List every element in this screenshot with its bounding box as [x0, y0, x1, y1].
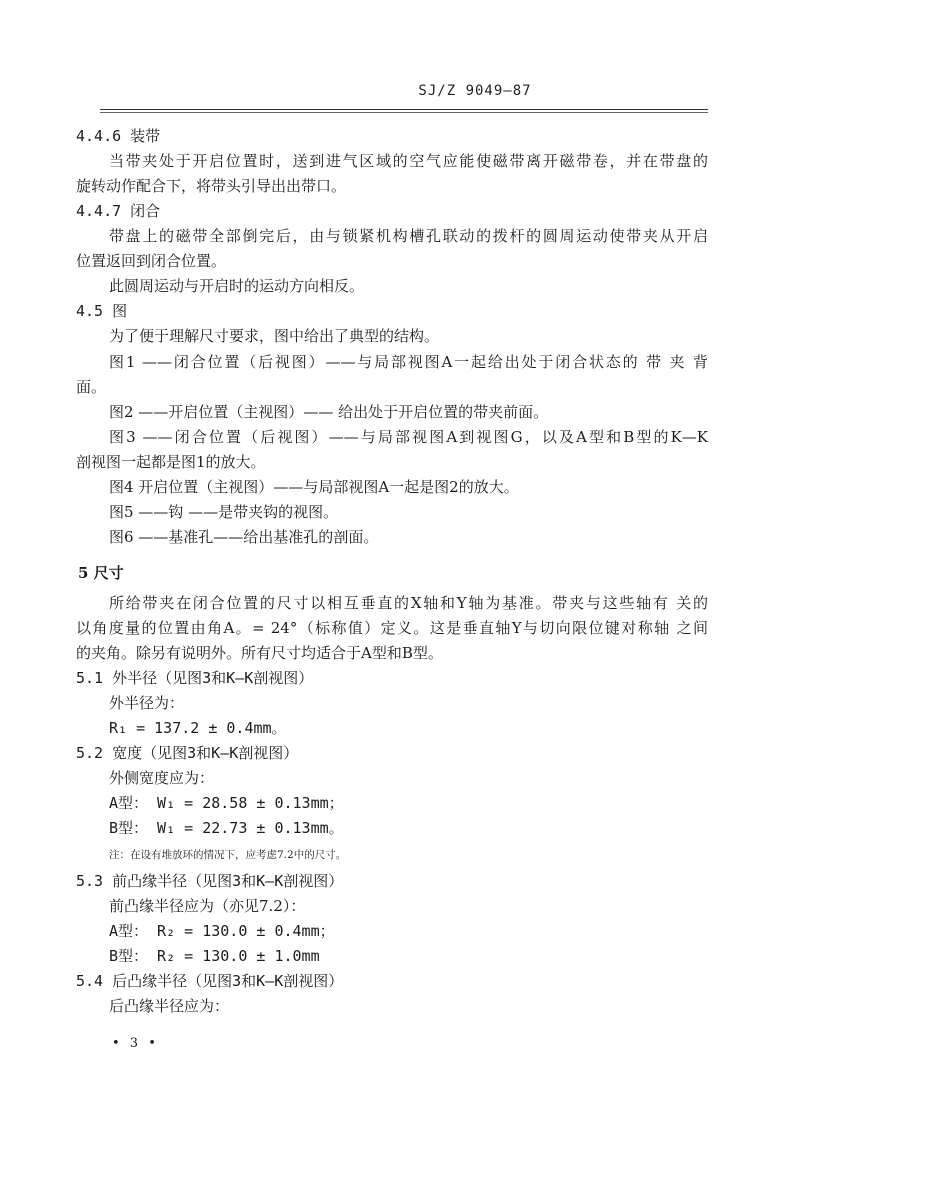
- formula-w1-type-a: A型： W₁ = 28.58 ± 0.13mm；: [109, 794, 344, 812]
- paragraph-line: 外侧宽度应为：: [109, 769, 215, 787]
- section-heading-5: 5 尺寸: [78, 564, 124, 582]
- paragraph-line: 为了便于理解尺寸要求，图中给出了典型的结构。: [109, 327, 440, 345]
- formula-w1-type-b: B型： W₁ = 22.73 ± 0.13mm。: [109, 819, 344, 837]
- section-heading-4-4-7: 4.4.7 闭合: [76, 202, 161, 220]
- paragraph-line: 所给带夹在闭合位置的尺寸以相互垂直的X轴和Y轴为基准。带夹与这些轴有 关的: [109, 594, 708, 612]
- section-heading-5-2: 5.2 宽度（见图3和K—K剖视图）: [76, 744, 299, 762]
- figure-description: 图4 开启位置（主视图）——与局部视图A一起是图2的放大。: [109, 478, 519, 496]
- figure-description: 面。: [76, 378, 107, 396]
- section-heading-5-1: 5.1 外半径（见图3和K—K剖视图）: [76, 669, 314, 687]
- page-number: • 3 •: [112, 1036, 159, 1051]
- paragraph-line: 后凸缘半径应为：: [109, 997, 230, 1015]
- paragraph-line: 以角度量的位置由角A。= 24°（标称值）定义。这是垂直轴Y与切向限位键对称轴 之间: [76, 619, 708, 637]
- section-heading-4-5: 4.5 图: [76, 302, 128, 320]
- paragraph-line: 外半径为：: [109, 694, 185, 712]
- paragraph-line: 的夹角。除另有说明外。所有尺寸均适合于A型和B型。: [76, 644, 443, 662]
- figure-description: 图5 ——钩 ——是带夹钩的视图。: [109, 503, 339, 521]
- figure-description: 图3 ——闭合位置（后视图）——与局部视图A到视图G，以及A型和B型的K—K: [109, 428, 708, 446]
- paragraph-line: 带盘上的磁带全部倒完后，由与锁紧机构槽孔联动的拨杆的圆周运动使带夹从开启: [109, 227, 708, 245]
- paragraph-line: 位置返回到闭合位置。: [76, 252, 227, 270]
- section-heading-4-4-6: 4.4.6 装带: [76, 127, 161, 145]
- figure-description: 剖视图一起都是图1的放大。: [76, 453, 266, 471]
- formula-r2-type-b: B型： R₂ = 130.0 ± 1.0mm: [109, 947, 320, 965]
- figure-description: 图1 ——闭合位置（后视图）——与局部视图A一起给出处于闭合状态的 带 夹 背: [109, 353, 708, 371]
- paragraph-line: 前凸缘半径应为（亦见7.2）：: [109, 897, 306, 915]
- paragraph-line: 当带夹处于开启位置时，送到进气区域的空气应能使磁带离开磁带卷，并在带盘的: [109, 152, 708, 170]
- paragraph-line: 旋转动作配合下，将带头引导出出带口。: [76, 177, 347, 195]
- document-code: SJ/Z 9049—87: [418, 83, 532, 99]
- header-rule-thin: [100, 112, 708, 113]
- paragraph-line: 此圆周运动与开启时的运动方向相反。: [109, 277, 365, 295]
- figure-description: 图6 ——基准孔——给出基准孔的剖面。: [109, 528, 379, 546]
- header-rule: [100, 109, 708, 110]
- section-heading-5-4: 5.4 后凸缘半径（见图3和K—K剖视图）: [76, 972, 344, 990]
- formula-r1: R₁ = 137.2 ± 0.4mm。: [109, 719, 287, 737]
- formula-r2-type-a: A型： R₂ = 130.0 ± 0.4mm；: [109, 922, 335, 940]
- note: 注：在设有堆放环的情况下，应考虑7.2中的尺寸。: [109, 849, 347, 861]
- section-heading-5-3: 5.3 前凸缘半径（见图3和K—K剖视图）: [76, 872, 344, 890]
- figure-description: 图2 ——开启位置（主视图）—— 给出处于开启位置的带夹前面。: [109, 403, 549, 421]
